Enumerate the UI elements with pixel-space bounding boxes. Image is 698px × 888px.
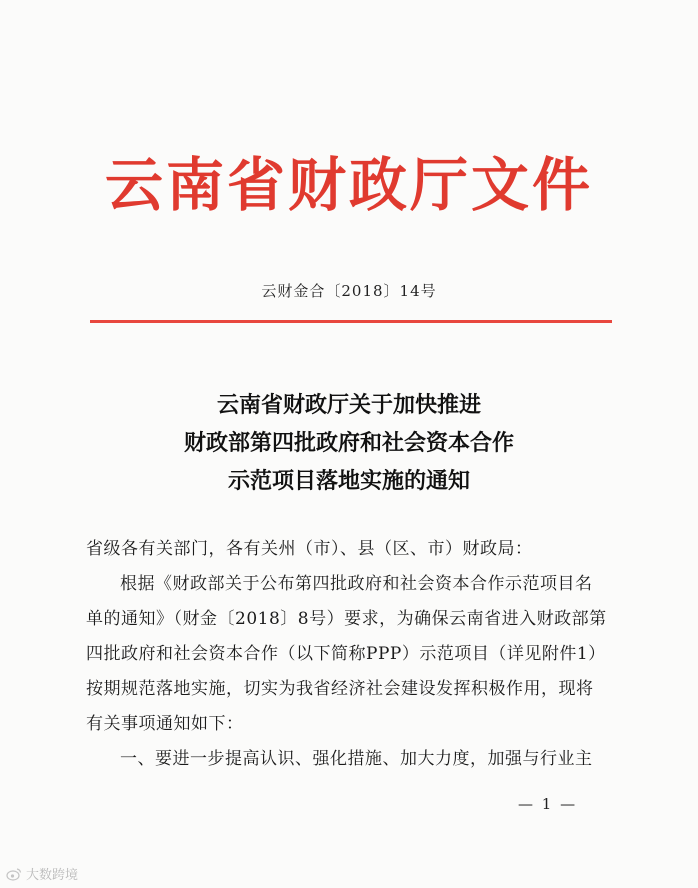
body-line-3: 四批政府和社会资本合作（以下简称PPP）示范项目（详见附件1） bbox=[86, 644, 606, 664]
title-line-3: 示范项目落地实施的通知 bbox=[227, 468, 470, 494]
red-divider-line bbox=[90, 320, 612, 323]
watermark-text: 大数跨境 bbox=[26, 868, 79, 883]
notice-title bbox=[0, 386, 698, 500]
title-line-1: 云南省财政厅关于加快推进 bbox=[216, 392, 481, 418]
body-line-5: 有关事项通知如下： bbox=[86, 714, 244, 734]
title-line-2: 财政部第四批政府和社会资本合作 bbox=[183, 430, 514, 456]
body-line-4: 按期规范落地实施，切实为我省经济社会建设发挥积极作用，现将 bbox=[86, 679, 594, 699]
body-line-6: 一、要进一步提高认识、强化措施、加大力度，加强与行业主 bbox=[120, 749, 593, 769]
salutation-line: 省级各有关部门，各有关州（市）、县（区、市）财政局： bbox=[86, 539, 533, 559]
body-line-1: 根据《财政部关于公布第四批政府和社会资本合作示范项目名 bbox=[120, 574, 593, 594]
body-line-2: 单的通知》（财金〔2018〕8号）要求，为确保云南省进入财政部第 bbox=[86, 609, 607, 629]
weibo-logo-icon bbox=[6, 867, 22, 881]
notice-body bbox=[86, 532, 616, 777]
masthead-title: 云南省财政厅文件 bbox=[104, 151, 593, 219]
page-number: — 1 — bbox=[518, 795, 578, 813]
watermark bbox=[6, 864, 78, 883]
document-number: 云财金合〔2018〕14号 bbox=[261, 282, 437, 300]
